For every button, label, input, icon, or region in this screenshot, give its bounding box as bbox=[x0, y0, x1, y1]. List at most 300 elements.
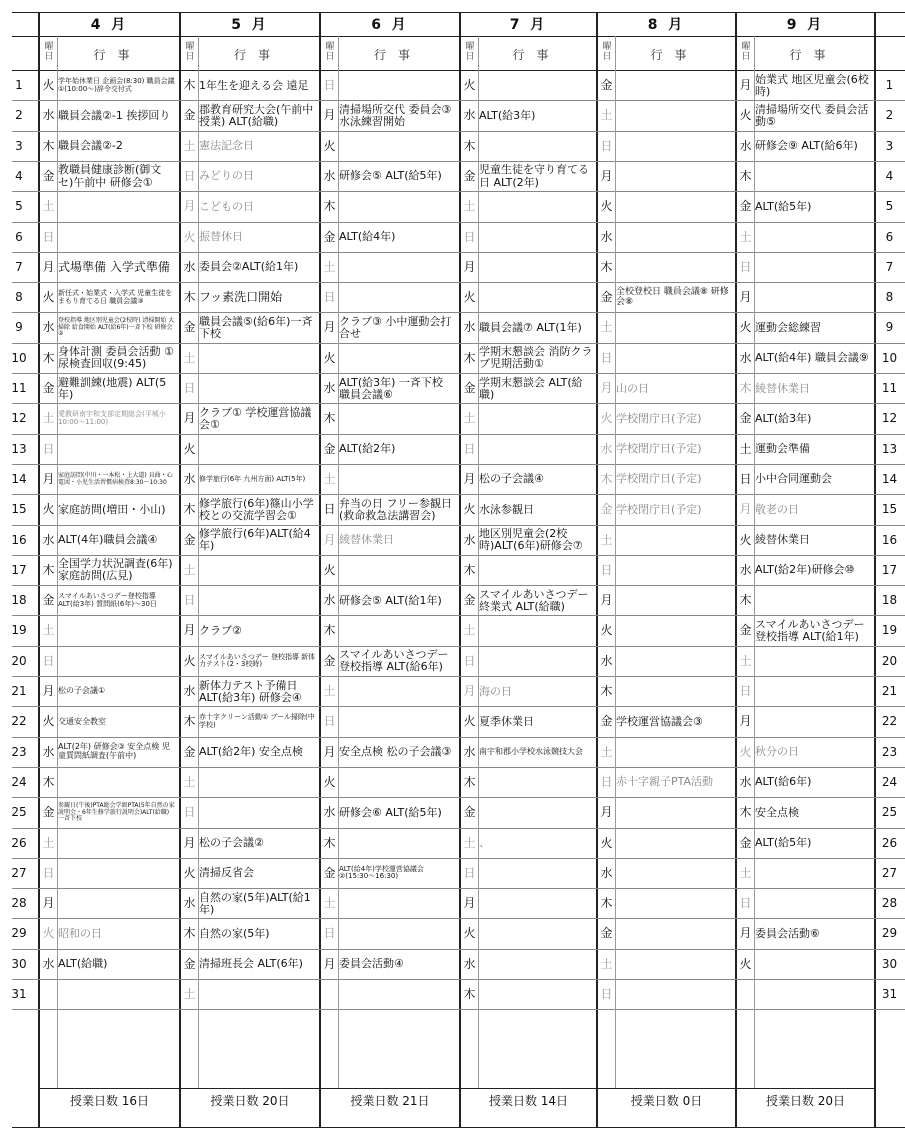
day-cell[interactable] bbox=[181, 313, 318, 342]
day-cell[interactable] bbox=[181, 495, 318, 524]
weekday-label: 土 bbox=[183, 350, 196, 365]
event-text: ALT(給職) bbox=[58, 957, 108, 971]
day-cell[interactable] bbox=[181, 889, 318, 918]
day-cell[interactable] bbox=[181, 344, 318, 373]
day-cell[interactable] bbox=[737, 71, 873, 100]
day-cell[interactable] bbox=[598, 768, 734, 797]
weekday-label: 土 bbox=[183, 774, 196, 789]
day-number-left: 30 bbox=[11, 956, 27, 971]
day-cell[interactable] bbox=[737, 465, 873, 494]
day-cell[interactable] bbox=[321, 435, 458, 464]
day-cell[interactable] bbox=[321, 344, 458, 373]
day-cell[interactable] bbox=[598, 132, 734, 161]
day-cell[interactable] bbox=[461, 253, 595, 282]
weekday-label: 日 bbox=[739, 471, 752, 486]
day-cell[interactable] bbox=[598, 404, 734, 433]
event-text: 清掃班長会 ALT(6年) bbox=[199, 957, 303, 971]
day-cell[interactable] bbox=[321, 647, 458, 676]
event-text: 振替休日 bbox=[199, 230, 243, 244]
event-text: 学年始休業日 企画会(8:30) 職員会議①(10:00〜)辞令交付式 bbox=[58, 76, 175, 93]
weekday-label: 月 bbox=[323, 108, 336, 123]
day-cell[interactable] bbox=[461, 889, 595, 918]
day-cell[interactable] bbox=[40, 374, 178, 403]
day-cell[interactable] bbox=[181, 374, 318, 403]
day-number-left: 5 bbox=[15, 199, 23, 214]
day-cell[interactable] bbox=[737, 677, 873, 706]
day-cell[interactable] bbox=[461, 162, 595, 191]
weekday-label: 木 bbox=[600, 896, 613, 911]
day-number-left: 17 bbox=[11, 562, 27, 577]
weekday-label: 土 bbox=[600, 956, 613, 971]
day-cell[interactable] bbox=[321, 223, 458, 252]
weekday-label: 日 bbox=[739, 259, 752, 274]
day-cell[interactable] bbox=[737, 132, 873, 161]
day-cell[interactable] bbox=[737, 192, 873, 221]
event-text: スマイルあいさつデー登校指導 ALT(給1年) bbox=[755, 617, 865, 644]
day-number-right: 24 bbox=[881, 774, 898, 789]
weekday-label: 土 bbox=[463, 411, 476, 426]
day-cell[interactable] bbox=[321, 313, 458, 342]
header-divider bbox=[12, 36, 905, 37]
day-cell[interactable] bbox=[737, 616, 873, 645]
day-cell[interactable] bbox=[598, 647, 734, 676]
event-text: 避難訓練(地震) ALT(5年) bbox=[58, 375, 167, 401]
weekday-label: 火 bbox=[600, 835, 613, 850]
weekday-label: 金 bbox=[463, 168, 476, 183]
day-cell[interactable] bbox=[40, 132, 178, 161]
event-text: ALT(給2年)研修会⑩ bbox=[755, 563, 855, 577]
day-cell[interactable] bbox=[181, 677, 318, 706]
day-cell[interactable] bbox=[321, 101, 458, 130]
day-cell[interactable] bbox=[737, 344, 873, 373]
weekday-label: 土 bbox=[739, 653, 752, 668]
day-cell[interactable] bbox=[321, 798, 458, 827]
day-cell[interactable] bbox=[40, 798, 178, 827]
weekday-label: 日 bbox=[323, 78, 336, 92]
day-cell[interactable] bbox=[461, 465, 595, 494]
weekday-label: 火 bbox=[463, 714, 476, 729]
day-cell[interactable] bbox=[461, 132, 595, 161]
day-cell[interactable] bbox=[40, 707, 178, 736]
weekday-label: 火 bbox=[323, 562, 336, 577]
day-cell[interactable] bbox=[737, 162, 873, 191]
school-days-count: 授業日数 0日 bbox=[630, 1094, 703, 1108]
day-cell[interactable] bbox=[461, 101, 595, 130]
day-cell[interactable] bbox=[598, 223, 734, 252]
weekday-label: 水 bbox=[183, 896, 196, 911]
day-cell[interactable] bbox=[598, 495, 734, 524]
event-text: スマイルあいさつデー終業式 ALT(給職) bbox=[479, 587, 589, 613]
event-text: 研修会⑨ ALT(給6年) bbox=[755, 139, 858, 153]
event-text: 安全点検 bbox=[755, 805, 799, 819]
day-number-left: 25 bbox=[11, 805, 27, 820]
day-cell[interactable] bbox=[321, 495, 458, 524]
day-number-left: 9 bbox=[15, 320, 23, 335]
day-cell[interactable] bbox=[598, 919, 734, 948]
day-number-left: 20 bbox=[11, 653, 27, 668]
weekday-label: 金 bbox=[42, 805, 55, 820]
weekday-label: 木 bbox=[600, 259, 613, 274]
day-cell[interactable] bbox=[181, 707, 318, 736]
day-cell[interactable] bbox=[598, 374, 734, 403]
day-cell[interactable] bbox=[737, 526, 873, 555]
day-cell[interactable] bbox=[598, 586, 734, 615]
weekday-label: 木 bbox=[600, 471, 613, 486]
day-cell[interactable] bbox=[461, 495, 595, 524]
day-cell[interactable] bbox=[598, 980, 734, 1009]
weekday-label: 火 bbox=[463, 926, 476, 941]
weekday-label: 金 bbox=[323, 441, 336, 456]
day-cell[interactable] bbox=[181, 586, 318, 615]
day-cell[interactable] bbox=[40, 344, 178, 373]
weekday-label: 土 bbox=[739, 229, 752, 244]
day-cell[interactable] bbox=[40, 253, 178, 282]
day-cell[interactable] bbox=[181, 647, 318, 676]
day-cell[interactable] bbox=[321, 374, 458, 403]
day-cell[interactable] bbox=[461, 313, 595, 342]
day-cell[interactable] bbox=[40, 404, 178, 433]
day-cell[interactable] bbox=[737, 647, 873, 676]
weekday-label: 火 bbox=[42, 78, 55, 92]
day-number-left: 1 bbox=[15, 78, 23, 92]
day-cell[interactable] bbox=[40, 768, 178, 797]
day-cell[interactable] bbox=[40, 859, 178, 888]
day-cell[interactable] bbox=[598, 435, 734, 464]
day-cell[interactable] bbox=[598, 859, 734, 888]
day-cell[interactable] bbox=[40, 435, 178, 464]
event-text: 職員会議⑤(給6年)一斉下校 bbox=[199, 314, 313, 341]
day-cell[interactable] bbox=[598, 283, 734, 312]
day-cell[interactable] bbox=[321, 768, 458, 797]
day-cell[interactable] bbox=[737, 253, 873, 282]
weekday-label: 日 bbox=[463, 441, 476, 456]
event-text: 小中合同運動会 bbox=[755, 472, 832, 486]
weekday-label: 土 bbox=[600, 108, 613, 123]
weekday-label: 土 bbox=[183, 138, 196, 153]
day-cell[interactable] bbox=[598, 889, 734, 918]
day-cell[interactable] bbox=[737, 374, 873, 403]
day-cell[interactable] bbox=[737, 495, 873, 524]
day-cell[interactable] bbox=[598, 616, 734, 645]
day-cell[interactable] bbox=[40, 283, 178, 312]
day-cell[interactable] bbox=[598, 465, 734, 494]
day-cell[interactable] bbox=[461, 707, 595, 736]
day-cell[interactable] bbox=[181, 859, 318, 888]
weekday-label: 木 bbox=[739, 593, 752, 608]
weekday-label: 木 bbox=[183, 290, 196, 305]
weekday-label: 金 bbox=[600, 78, 613, 92]
weekday-label: 金 bbox=[600, 290, 613, 305]
day-cell[interactable] bbox=[737, 313, 873, 342]
day-number-left: 3 bbox=[15, 138, 23, 153]
day-cell[interactable] bbox=[737, 435, 873, 464]
day-cell[interactable] bbox=[181, 616, 318, 645]
day-cell[interactable] bbox=[737, 404, 873, 433]
day-cell[interactable] bbox=[598, 162, 734, 191]
day-cell[interactable] bbox=[598, 677, 734, 706]
day-cell[interactable] bbox=[321, 586, 458, 615]
event-text: 水泳参観日 bbox=[479, 502, 534, 516]
weekday-label: 水 bbox=[323, 168, 336, 183]
day-cell[interactable] bbox=[321, 556, 458, 585]
event-text: ALT(給5年) bbox=[755, 199, 812, 213]
weekday-label: 金 bbox=[463, 805, 476, 820]
weekday-column-header: 曜日 bbox=[602, 42, 612, 62]
day-cell[interactable] bbox=[598, 192, 734, 221]
day-number-right: 10 bbox=[881, 350, 898, 365]
day-cell[interactable] bbox=[40, 71, 178, 100]
day-cell[interactable] bbox=[321, 71, 458, 100]
day-cell[interactable] bbox=[321, 919, 458, 948]
day-cell[interactable] bbox=[598, 313, 734, 342]
weekday-label: 月 bbox=[323, 320, 336, 335]
day-cell[interactable] bbox=[598, 344, 734, 373]
day-cell[interactable] bbox=[461, 71, 595, 100]
day-cell[interactable] bbox=[461, 192, 595, 221]
day-cell[interactable] bbox=[737, 919, 873, 948]
day-cell[interactable] bbox=[321, 707, 458, 736]
day-cell[interactable] bbox=[461, 404, 595, 433]
day-cell[interactable] bbox=[461, 980, 595, 1009]
event-text: ALT(2年) 研修会③ 安全点検 児童質問紙調査(午前中) bbox=[58, 742, 170, 761]
day-cell[interactable] bbox=[321, 162, 458, 191]
day-cell[interactable] bbox=[40, 526, 178, 555]
weekday-label: 木 bbox=[463, 987, 476, 1001]
day-cell[interactable] bbox=[40, 162, 178, 191]
day-cell[interactable] bbox=[181, 465, 318, 494]
day-cell[interactable] bbox=[737, 950, 873, 979]
day-cell[interactable] bbox=[737, 586, 873, 615]
weekday-label: 木 bbox=[739, 168, 752, 183]
weekday-label: 火 bbox=[739, 532, 752, 547]
day-cell[interactable] bbox=[181, 798, 318, 827]
day-cell[interactable] bbox=[321, 283, 458, 312]
day-cell[interactable] bbox=[461, 616, 595, 645]
day-cell[interactable] bbox=[181, 283, 318, 312]
day-number-right: 4 bbox=[885, 168, 894, 183]
event-text: 昭和の日 bbox=[58, 926, 102, 940]
weekday-label: 水 bbox=[739, 774, 752, 789]
day-cell[interactable] bbox=[461, 919, 595, 948]
event-text: 安全点検 松の子会議③ bbox=[339, 745, 452, 759]
day-cell[interactable] bbox=[181, 132, 318, 161]
day-cell[interactable] bbox=[40, 616, 178, 645]
day-cell[interactable] bbox=[181, 768, 318, 797]
day-cell[interactable] bbox=[181, 223, 318, 252]
day-cell[interactable] bbox=[737, 829, 873, 858]
day-cell[interactable] bbox=[737, 556, 873, 585]
day-cell[interactable] bbox=[181, 738, 318, 767]
weekday-label: 月 bbox=[600, 381, 613, 395]
day-cell[interactable] bbox=[40, 677, 178, 706]
day-cell[interactable] bbox=[461, 223, 595, 252]
day-cell[interactable] bbox=[181, 192, 318, 221]
event-text: ALT(給3年) bbox=[479, 108, 536, 122]
day-cell[interactable] bbox=[181, 71, 318, 100]
day-cell[interactable] bbox=[181, 950, 318, 979]
day-cell[interactable] bbox=[40, 919, 178, 948]
weekday-label: 日 bbox=[600, 562, 613, 577]
day-cell[interactable] bbox=[40, 101, 178, 130]
weekday-label: 日 bbox=[42, 865, 55, 880]
day-cell[interactable] bbox=[40, 647, 178, 676]
day-cell[interactable] bbox=[737, 223, 873, 252]
day-cell[interactable] bbox=[40, 950, 178, 979]
day-cell[interactable] bbox=[321, 132, 458, 161]
day-cell[interactable] bbox=[598, 950, 734, 979]
weekday-label: 月 bbox=[42, 259, 55, 274]
day-cell[interactable] bbox=[40, 313, 178, 342]
day-cell[interactable] bbox=[598, 798, 734, 827]
day-cell[interactable] bbox=[321, 677, 458, 706]
day-number-left: 27 bbox=[11, 865, 27, 880]
day-cell[interactable] bbox=[321, 859, 458, 888]
day-cell[interactable] bbox=[40, 889, 178, 918]
weekday-label: 金 bbox=[739, 411, 752, 426]
day-cell[interactable] bbox=[181, 101, 318, 130]
weekday-label: 金 bbox=[42, 593, 55, 608]
day-cell[interactable] bbox=[461, 798, 595, 827]
event-text: ALT(給2年) 安全点検 bbox=[199, 745, 303, 759]
day-cell[interactable] bbox=[461, 859, 595, 888]
event-text: 秋分の日 bbox=[755, 745, 799, 759]
weekday-label: 日 bbox=[323, 926, 336, 941]
events-column-header: 行事 bbox=[373, 48, 422, 62]
day-cell[interactable] bbox=[181, 435, 318, 464]
day-cell[interactable] bbox=[321, 465, 458, 494]
day-cell[interactable] bbox=[461, 738, 595, 767]
event-text: ALT(給4年)学校運営協議会②(15:30〜16:30) bbox=[339, 864, 424, 881]
day-cell[interactable] bbox=[321, 253, 458, 282]
day-number-left: 26 bbox=[11, 835, 27, 850]
day-cell[interactable] bbox=[321, 616, 458, 645]
day-cell[interactable] bbox=[598, 101, 734, 130]
weekday-label: 月 bbox=[739, 78, 752, 92]
day-cell[interactable] bbox=[40, 586, 178, 615]
day-cell[interactable] bbox=[461, 647, 595, 676]
day-cell[interactable] bbox=[598, 526, 734, 555]
day-cell[interactable] bbox=[737, 798, 873, 827]
day-cell[interactable] bbox=[321, 192, 458, 221]
weekday-label: 火 bbox=[183, 865, 196, 880]
event-text: みどりの日 bbox=[199, 169, 254, 183]
day-number-right: 2 bbox=[885, 108, 894, 123]
day-cell[interactable] bbox=[737, 859, 873, 888]
day-cell[interactable] bbox=[40, 465, 178, 494]
day-cell[interactable] bbox=[40, 738, 178, 767]
weekday-label: 木 bbox=[42, 562, 55, 577]
day-number-left: 21 bbox=[11, 684, 27, 698]
event-text: 運動会総練習 bbox=[755, 320, 821, 334]
day-cell[interactable] bbox=[737, 738, 873, 767]
weekday-label: 火 bbox=[463, 502, 476, 517]
weekday-label: 日 bbox=[183, 593, 196, 608]
day-cell[interactable] bbox=[461, 950, 595, 979]
day-number-right: 25 bbox=[881, 805, 898, 820]
day-cell[interactable] bbox=[40, 223, 178, 252]
day-cell[interactable] bbox=[321, 526, 458, 555]
day-cell[interactable] bbox=[461, 374, 595, 403]
event-text: 研修会⑥ ALT(給5年) bbox=[339, 805, 442, 819]
event-text: 職員会議②-1 挨拶回り bbox=[58, 108, 171, 122]
weekday-label: 金 bbox=[323, 229, 336, 244]
day-cell[interactable] bbox=[598, 738, 734, 767]
day-cell[interactable] bbox=[40, 192, 178, 221]
day-cell[interactable] bbox=[181, 556, 318, 585]
day-cell[interactable] bbox=[737, 889, 873, 918]
day-cell[interactable] bbox=[461, 526, 595, 555]
day-cell[interactable] bbox=[598, 71, 734, 100]
day-number-right: 13 bbox=[881, 441, 898, 456]
school-days-count: 授業日数 14日 bbox=[488, 1094, 569, 1108]
weekday-label: 金 bbox=[463, 381, 476, 395]
day-cell[interactable] bbox=[181, 162, 318, 191]
day-cell[interactable] bbox=[321, 889, 458, 918]
day-cell[interactable] bbox=[737, 768, 873, 797]
day-cell[interactable] bbox=[461, 829, 595, 858]
day-cell[interactable] bbox=[598, 829, 734, 858]
weekday-label: 日 bbox=[42, 441, 55, 456]
day-cell[interactable] bbox=[321, 404, 458, 433]
month-header: 5 月 bbox=[231, 17, 269, 33]
day-cell[interactable] bbox=[181, 980, 318, 1009]
day-number-left: 10 bbox=[11, 350, 27, 365]
day-number-left: 4 bbox=[15, 168, 23, 183]
weekday-label: 月 bbox=[600, 168, 613, 183]
month-header: 8 月 bbox=[647, 17, 686, 33]
day-cell[interactable] bbox=[461, 435, 595, 464]
weekday-label: 金 bbox=[323, 865, 336, 880]
weekday-label: 火 bbox=[739, 320, 752, 335]
day-cell[interactable] bbox=[181, 526, 318, 555]
event-text: 清掃場所交代 委員会活動⑤ bbox=[755, 102, 869, 128]
day-cell[interactable] bbox=[40, 495, 178, 524]
day-cell[interactable] bbox=[181, 919, 318, 948]
day-cell[interactable] bbox=[461, 677, 595, 706]
day-cell[interactable] bbox=[40, 556, 178, 585]
weekday-label: 土 bbox=[323, 259, 336, 274]
day-cell[interactable] bbox=[737, 283, 873, 312]
day-cell[interactable] bbox=[598, 556, 734, 585]
day-cell[interactable] bbox=[40, 829, 178, 858]
day-cell[interactable] bbox=[321, 738, 458, 767]
day-cell[interactable] bbox=[321, 829, 458, 858]
day-cell[interactable] bbox=[737, 707, 873, 736]
weekday-label: 日 bbox=[183, 805, 196, 820]
day-cell[interactable] bbox=[181, 829, 318, 858]
day-cell[interactable] bbox=[321, 950, 458, 979]
day-cell[interactable] bbox=[598, 253, 734, 282]
day-cell[interactable] bbox=[598, 707, 734, 736]
day-number-left: 2 bbox=[15, 108, 23, 123]
day-cell[interactable] bbox=[737, 101, 873, 130]
day-cell[interactable] bbox=[181, 404, 318, 433]
day-number-right: 19 bbox=[881, 623, 898, 638]
event-text: 学校閉庁日(予定) bbox=[616, 502, 702, 516]
weekday-label: 月 bbox=[183, 411, 196, 426]
day-cell[interactable] bbox=[461, 556, 595, 585]
weekday-label: 金 bbox=[183, 108, 196, 123]
day-cell[interactable] bbox=[461, 586, 595, 615]
weekday-label: 金 bbox=[183, 744, 196, 759]
day-cell[interactable] bbox=[461, 344, 595, 373]
weekday-label: 木 bbox=[463, 562, 476, 577]
event-text: 赤十字クリーン活動① プール掃除(中学校) bbox=[199, 713, 315, 729]
day-cell[interactable] bbox=[461, 768, 595, 797]
day-cell[interactable] bbox=[181, 253, 318, 282]
day-cell[interactable] bbox=[461, 283, 595, 312]
weekday-label: 木 bbox=[183, 714, 196, 729]
